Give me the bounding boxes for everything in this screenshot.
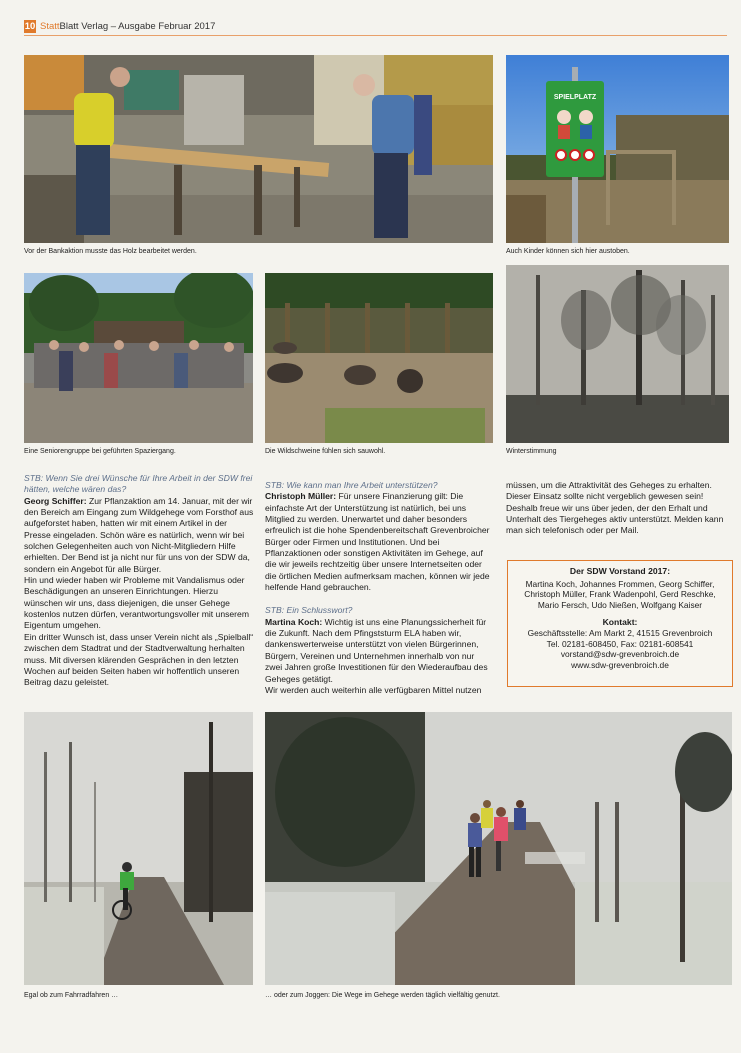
- question-closing: STB: Ein Schlusswort?: [265, 605, 353, 616]
- contact-phone: Tel. 02181-608450, Fax: 02181-608541: [546, 638, 694, 649]
- boars-caption: Die Wildschweine fühlen sich sauwohl.: [265, 448, 386, 455]
- board-member-line: Christoph Müller, Frank Wadenpohl, Gerd Reschke,: [524, 589, 716, 600]
- header-divider: [24, 35, 727, 36]
- paragraph-closing: müssen, um die Attraktivität des Geheges zu erhalten. Dieser Einsatz sollte nicht vergeblich gewesen sein! Deshalb freue wir uns über jeden, der den Erhalt und Unterhalt des Tiergeheges aktiv unterstützt. Melden kann man sich telefonisch oder per Mail.: [506, 480, 724, 536]
- page-number: 10: [24, 20, 36, 32]
- answer-text: Wichtig ist uns eine Planungssicherheit für die Zukunft. Nach dem Pfingststurm ELA haben wir, dankenswerterweise unterstützt von vielen Bürgerinnen, Bürgern, Vereinen und Unternehmen innerhalb von nur zwei Jahren große Investitionen für den Wiederaufbau des Geheges getätigt.: [265, 616, 488, 684]
- cyclist-caption: Egal ob zum Fahrradfahren …: [24, 992, 119, 999]
- question-wishes: STB: Wenn Sie drei Wünsche für Ihre Arbeit in der SDW frei hätten, welche wären das?: [24, 473, 253, 495]
- contact-office: Geschäftsstelle: Am Markt 2, 41515 Grevenbroich: [527, 627, 713, 638]
- speaker-name: Christoph Müller:: [265, 491, 337, 502]
- seniors-photo: [24, 273, 253, 443]
- cyclist-photo: [24, 712, 253, 985]
- playground-caption: Auch Kinder können sich hier austoben.: [506, 248, 630, 255]
- paragraph-vandalism: Hin und wieder haben wir Probleme mit Vandalismus oder Beschädigungen an unseren Einrichtungen. Hierzu wünschen wir uns, dass diejenigen, die unser Gehege kostenlos nutzen dürfen, verantwortungsvoller mit unserem Eigentum umgehen.: [24, 575, 249, 631]
- board-title: Der SDW Vorstand 2017:: [569, 566, 671, 576]
- contact-title: Kontakt:: [602, 617, 638, 628]
- answer-koch: [265, 617, 493, 685]
- paragraph-continue: Wir werden auch weiterhin alle verfügbaren Mittel nutzen: [265, 684, 482, 695]
- answer-schiffer: [24, 496, 254, 575]
- answer-text: Zur Pflanzaktion am 14. Januar, mit der wir den Bereich am Eingang zum Wildgehege vom Forsthof aus aufgeforstet haben, hatten wir mit einem Artikel in der Presse eingeladen. Schön wäre es natürlich, wenn wir bei solchen Gelegenheiten auch von Nicht-Mitgliedern Hilfe erhielten. Der Bend ist ja nicht nur für uns von der SDW da, sondern ein Angebot für alle Bürger.: [24, 495, 254, 574]
- winter-caption: Winterstimmung: [506, 448, 557, 455]
- joggers-caption: … oder zum Joggen: Die Wege im Gehege werden täglich vielfältig genutzt.: [265, 992, 500, 999]
- playground-photo: [506, 55, 729, 243]
- contact-website[interactable]: www.sdw-grevenbroich.de: [571, 659, 669, 670]
- publication-line: [40, 21, 215, 32]
- question-support: STB: Wie kann man Ihre Arbeit unterstützen?: [265, 480, 438, 490]
- publication-issue: Blatt Verlag – Ausgabe Februar 2017: [59, 20, 216, 32]
- boars-photo: [265, 273, 493, 443]
- winter-photo: [506, 265, 729, 443]
- seniors-caption: Eine Seniorengruppe bei geführten Spaziergang.: [24, 448, 176, 455]
- answer-text: Für unsere Finanzierung gilt: Die einfachste Art der Unterstützung ist natürlich, bei uns Mitglied zu werden. Unerwartet und daher besonders erfreulich ist die hohe Spendenbereitschaft Grevenbroicher Bürger oder Firmen und Institutionen. Und bei Pflanzaktionen oder sonstigen Aktivitäten im Gehege, auf die wir jeweils rechtzeitig über unsere Internetseiten oder die örtlichen Medien aufmerksam machen, können wir jede helfende Hand gebrauchen.: [265, 491, 490, 593]
- article-column-1: [24, 473, 254, 689]
- sign-text: SPIELPLATZ: [553, 94, 597, 101]
- workshop-caption: Vor der Bankaktion musste das Holz bearbeitet werden.: [24, 248, 197, 255]
- paragraph-third-wish: Ein dritter Wunsch ist, dass unser Verein nicht als „Spielball“ zwischen dem Stadtrat und der Stadtverwaltung herhalten muss. Mit diversen klärenden Gesprächen in den letzten Wochen auf beiden Seiten haben wir hoffentlich unseren Beitrag dazu geleistet.: [24, 631, 254, 688]
- board-members: [508, 579, 732, 611]
- article-column-3: [506, 480, 730, 537]
- speaker-name: Georg Schiffer:: [24, 495, 87, 506]
- contact-email[interactable]: vorstand@sdw-grevenbroich.de: [560, 649, 680, 660]
- joggers-photo: [265, 712, 732, 985]
- board-member-line: Martina Koch, Johannes Frommen, Georg Schiffer,: [525, 578, 715, 589]
- workshop-photo: [24, 55, 493, 243]
- board-member-line: Mario Fersch, Udo Nießen, Wolfgang Kaiser: [537, 599, 703, 610]
- answer-mueller: [265, 491, 493, 593]
- page-header: [24, 18, 724, 34]
- speaker-name: Martina Koch:: [265, 616, 323, 627]
- publication-brand: Statt: [40, 20, 60, 32]
- board-info-box: [507, 560, 733, 687]
- article-column-2: [265, 480, 493, 696]
